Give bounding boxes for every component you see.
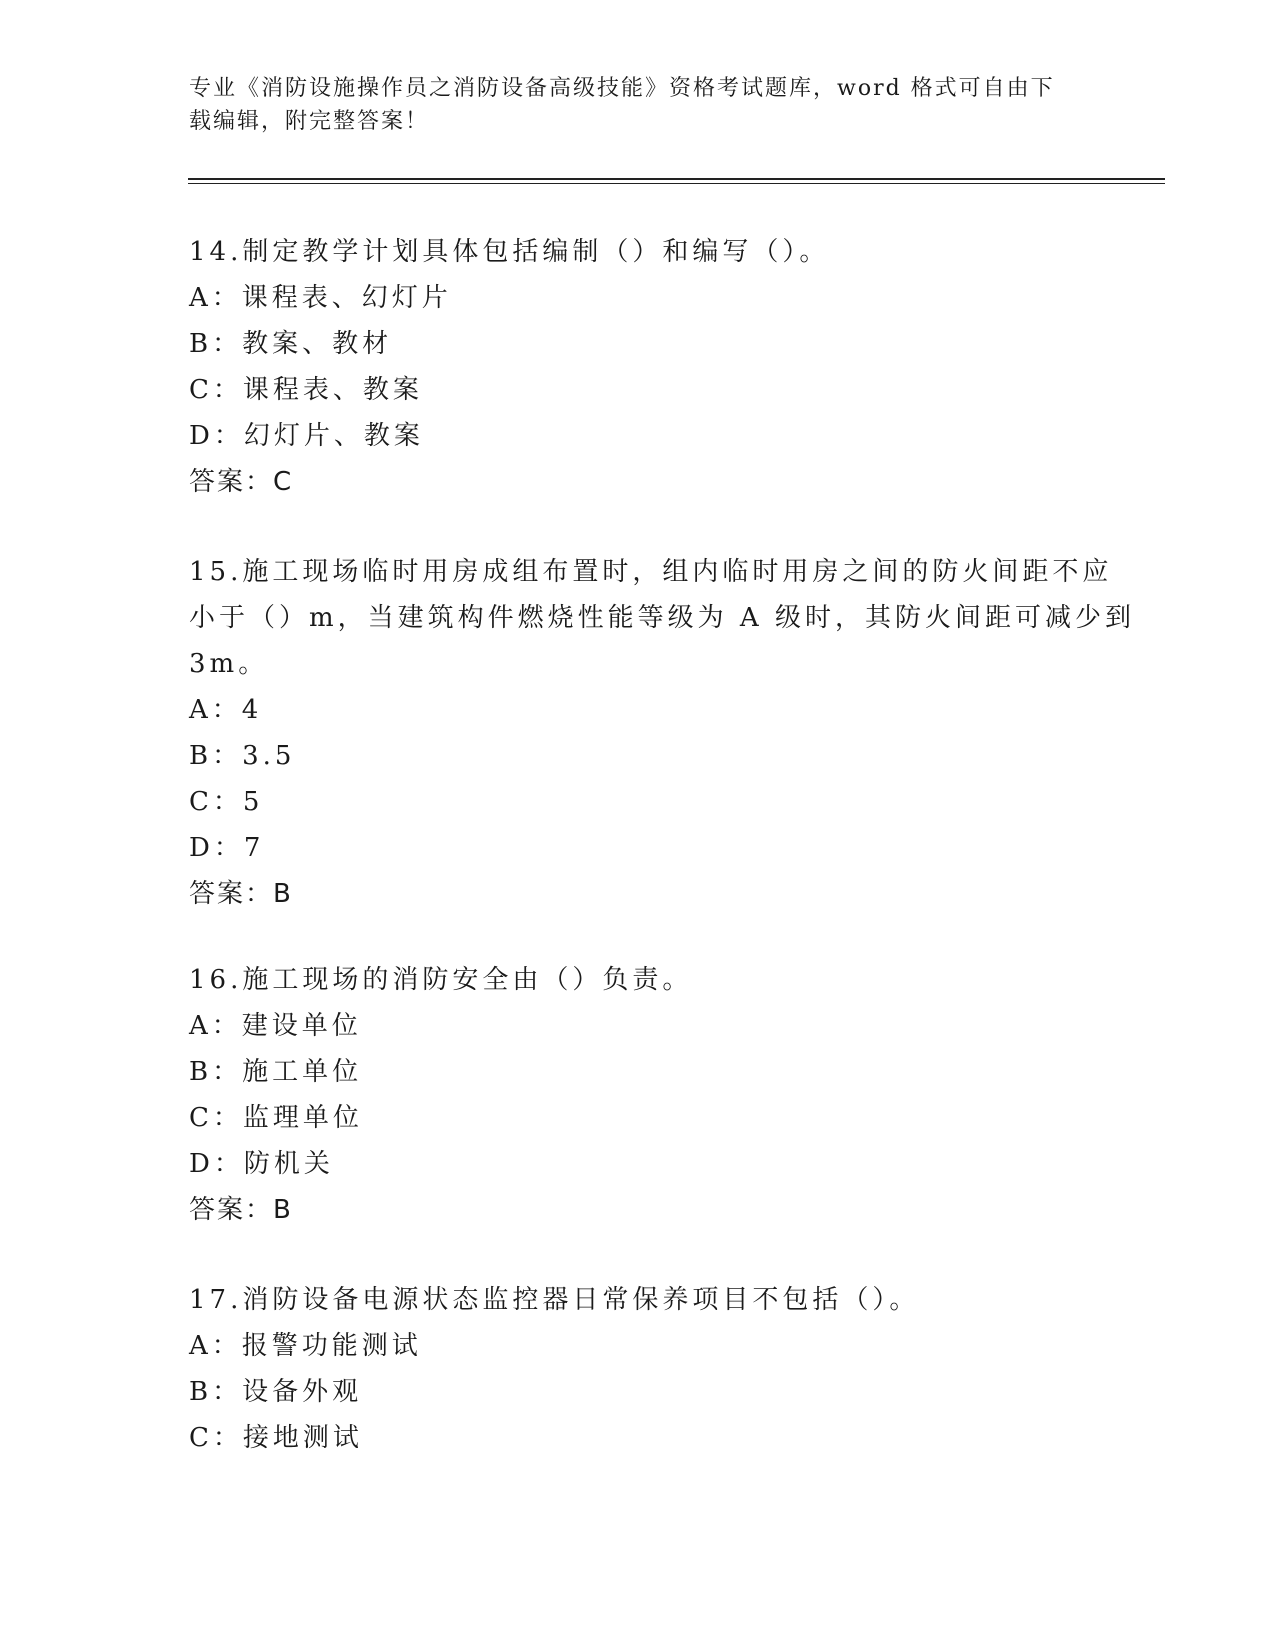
option-c: C：5 xyxy=(189,787,264,817)
header-divider-thin xyxy=(188,183,1165,184)
option-b: B：施工单位 xyxy=(189,1057,363,1087)
option-d: D：幻灯片、教案 xyxy=(189,421,424,451)
question-stem xyxy=(189,1277,1089,1323)
option-d: D：防机关 xyxy=(189,1149,334,1179)
stem-line: 3m。 xyxy=(189,649,269,679)
answer-line: 答案：B xyxy=(189,879,293,909)
option-b: B：教案、教材 xyxy=(189,329,393,359)
option-a: A：4 xyxy=(189,695,263,725)
stem-line: 小于（）m，当建筑构件燃烧性能等级为 A 级时，其防火间距可减少到 xyxy=(189,603,1135,633)
question-17 xyxy=(189,1277,1089,1461)
question-stem xyxy=(189,549,1135,687)
header-line-1: 专业《消防设施操作员之消防设备高级技能》资格考试题库，word 格式可自由下 xyxy=(189,76,1055,101)
stem-line: 16.施工现场的消防安全由（）负责。 xyxy=(189,965,693,995)
answer-line: 答案：B xyxy=(189,1195,293,1225)
option-b: B：设备外观 xyxy=(189,1377,363,1407)
question-stem xyxy=(189,229,1089,275)
question-14 xyxy=(189,229,1089,505)
option-d: D：7 xyxy=(189,833,265,863)
question-16 xyxy=(189,957,1089,1233)
option-a: A：课程表、幻灯片 xyxy=(189,283,452,313)
question-stem xyxy=(189,957,1089,1003)
option-a: A：建设单位 xyxy=(189,1011,362,1041)
stem-line: 15.施工现场临时用房成组布置时，组内临时用房之间的防火间距不应 xyxy=(189,557,1113,587)
option-c: C：课程表、教案 xyxy=(189,375,423,405)
option-b: B：3.5 xyxy=(189,741,296,771)
option-a: A：报警功能测试 xyxy=(189,1331,422,1361)
stem-line: 14.制定教学计划具体包括编制（）和编写（）。 xyxy=(189,237,830,267)
option-c: C：接地测试 xyxy=(189,1423,363,1453)
question-15 xyxy=(189,549,1135,917)
option-c: C：监理单位 xyxy=(189,1103,363,1133)
header-line-2: 载编辑，附完整答案！ xyxy=(189,109,430,134)
header-divider-thick xyxy=(188,178,1165,180)
document-header xyxy=(189,72,1069,138)
stem-line: 17.消防设备电源状态监控器日常保养项目不包括（）。 xyxy=(189,1285,920,1315)
answer-line: 答案：C xyxy=(189,467,294,497)
